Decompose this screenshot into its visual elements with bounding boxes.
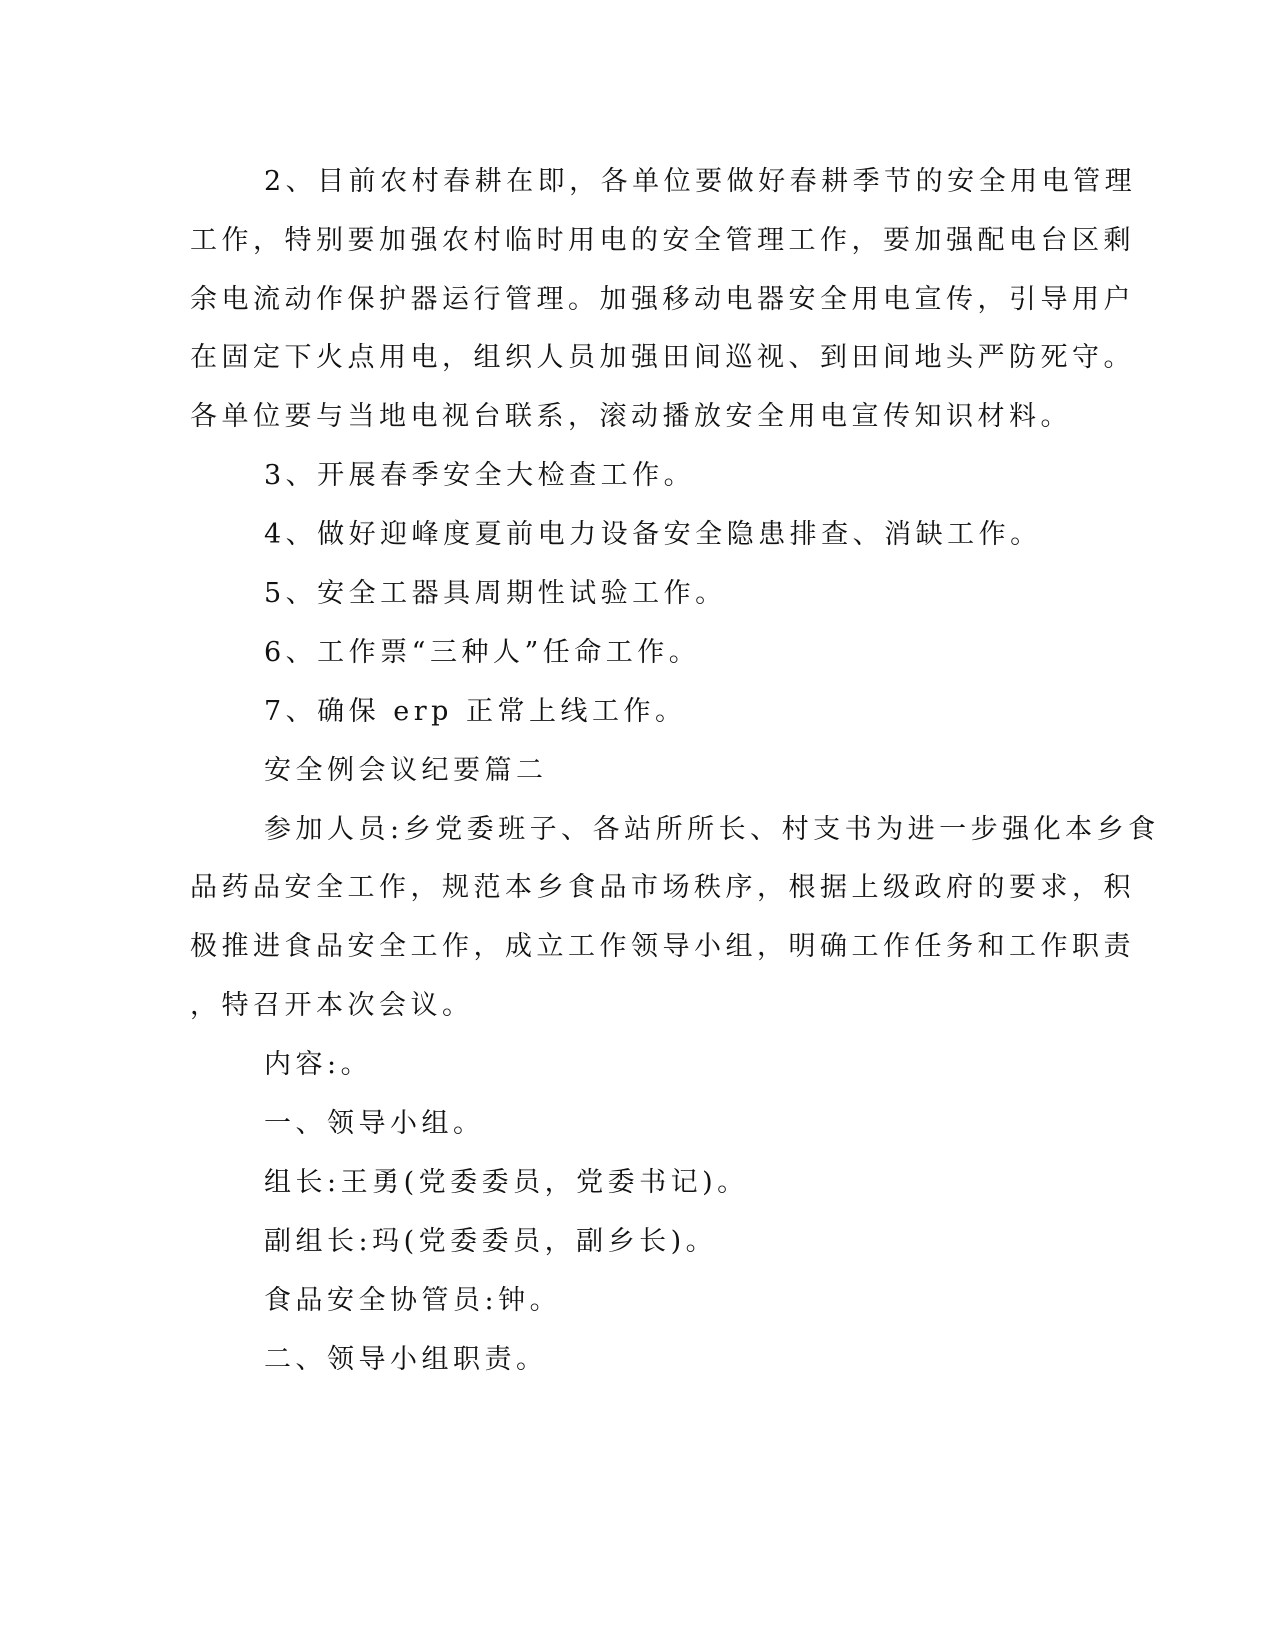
paragraph-item-2-line-4: 在固定下火点用电，组织人员加强田间巡视、到田间地头严防死守。	[190, 342, 1135, 373]
paragraph-item-4: 4、做好迎峰度夏前电力设备安全隐患排查、消缺工作。	[264, 519, 1042, 550]
paragraph-item-6: 6、工作票“三种人”任命工作。	[264, 637, 701, 668]
leader-line: 组长:王勇(党委委员，党委书记)。	[264, 1167, 749, 1198]
paragraph-item-2-line-2: 工作，特别要加强农村临时用电的安全管理工作，要加强配电台区剩	[190, 225, 1135, 256]
paragraph-attendees-line-2: 品药品安全工作，规范本乡食品市场秩序，根据上级政府的要求，积	[190, 872, 1135, 903]
paragraph-attendees-line-1: 参加人员:乡党委班子、各站所所长、村支书为进一步强化本乡食	[264, 814, 1160, 845]
coordinator-line: 食品安全协管员:钟。	[264, 1285, 562, 1316]
paragraph-item-3: 3、开展春季安全大检查工作。	[264, 460, 696, 491]
paragraph-item-2-line-5: 各单位要与当地电视台联系，滚动播放安全用电宣传知识材料。	[190, 401, 1072, 432]
paragraph-item-2-line-3: 余电流动作保护器运行管理。加强移动电器安全用电宣传，引导用户	[190, 284, 1135, 315]
heading-leadership-group: 一、领导小组。	[264, 1108, 485, 1139]
content-label: 内容:。	[264, 1049, 373, 1080]
paragraph-attendees-line-4: ，特召开本次会议。	[190, 990, 474, 1021]
paragraph-item-2-line-1: 2、目前农村春耕在即，各单位要做好春耕季节的安全用电管理	[264, 166, 1137, 197]
paragraph-item-7: 7、确保 erp 正常上线工作。	[264, 696, 687, 727]
section-title: 安全例会议纪要篇二	[264, 755, 548, 786]
paragraph-attendees-line-3: 极推进食品安全工作，成立工作领导小组，明确工作任务和工作职责	[190, 931, 1135, 962]
heading-leadership-duties: 二、领导小组职责。	[264, 1344, 548, 1375]
paragraph-item-5: 5、安全工器具周期性试验工作。	[264, 578, 727, 609]
deputy-leader-line: 副组长:玛(党委委员，副乡长)。	[264, 1226, 718, 1257]
